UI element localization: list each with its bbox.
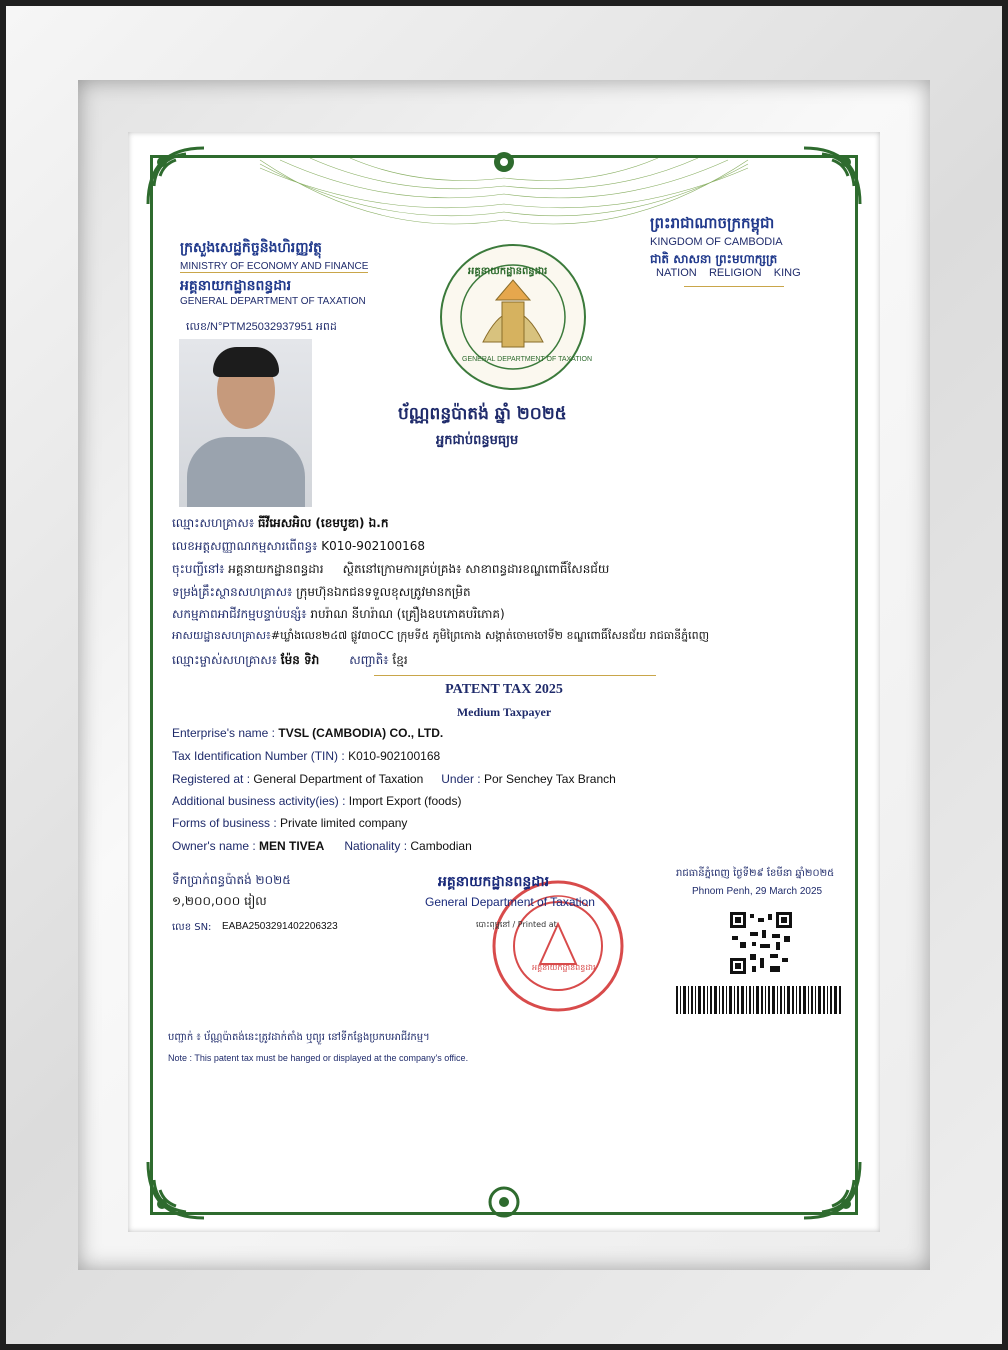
en-owner-name: Owner's name : MEN TIVEA Nationality : Cambodian [172, 839, 472, 853]
seal-text-en: GENERAL DEPARTMENT OF TAXATION [462, 356, 593, 363]
kh-tin: លេខអត្តសញ្ញាណកម្មសារពើពន្ធ៖ K010-902100168 [172, 539, 426, 553]
en-form-of-business: Forms of business : Private limited company [172, 816, 408, 830]
seal-text-kh: អគ្គនាយកដ្ឋានពន្ធដារ [468, 266, 548, 277]
note-en: Note : This patent tax must be hanged or displayed at the company's office. [168, 1053, 469, 1063]
amount-label: ទឹកប្រាក់ពន្ធប៉ាតង់ ២០២៥ [172, 873, 291, 887]
kh-address: អាសយដ្ឋានសហគ្រាស៖#ឃ្លាំងលេខ២៤៧ ផ្លូវ៣០CC ក្រុមទី៥ ភូមិព្រៃកោង សង្កាត់ចោមចៅទី២ ខណ្ឌពោធិ៍សែនជ័យ រាជធានីភ្នំពេញ [172, 629, 710, 642]
ministry-en: MINISTRY OF ECONOMY AND FINANCE [180, 261, 369, 272]
en-additional-activity: Additional business activity(ies) : Import Export (foods) [172, 794, 462, 808]
gdt-kh: អគ្គនាយកដ្ឋានពន្ធដារ [180, 278, 292, 294]
en-tin: Tax Identification Number (TIN) : K010-902100168 [172, 749, 441, 763]
subtitle-en: Medium Taxpayer [456, 705, 552, 719]
bottom-center-ornament [482, 1180, 526, 1224]
serial-label: លេខ SN: [172, 922, 212, 933]
section-divider [374, 675, 656, 676]
subtitle-kh: អ្នកជាប់ពន្ធមធ្យម [436, 433, 519, 448]
kh-form-of-business: ទម្រង់គ្រឹះស្ថានសហគ្រាស៖ ក្រុមហ៊ុនឯកជនទទួលខុសត្រូវមានកម្រិត [172, 585, 471, 599]
title-kh: ប័ណ្ណពន្ធប៉ាតង់ ឆ្នាំ ២០២៥ [398, 404, 567, 424]
document-number: លេខ/N°PTM25032937951 អពដ [186, 321, 337, 333]
kingdom-en: KINGDOM OF CAMBODIA [650, 236, 783, 248]
ministry-kh: ក្រសួងសេដ្ឋកិច្ចនិងហិរញ្ញវត្ថុ [180, 240, 322, 256]
printed-at: បោះពុម្ពនៅ / Printed at [476, 920, 557, 929]
owner-photo [179, 339, 312, 507]
motto-underline [684, 286, 784, 287]
kh-owner-name: ឈ្មោះម្ចាស់សហគ្រាស៖ ម៉ែន ទិវា សញ្ជាតិ៖ ខ្មែរ [172, 653, 408, 667]
corner-ornament-top-right [802, 146, 862, 206]
qr-code [730, 912, 792, 974]
issuer-kh: អគ្គនាយកដ្ឋានពន្ធដារ [438, 874, 550, 890]
note-kh: បញ្ជាក់ ៖ ប័ណ្ណប៉ាតង់នេះត្រូវដាក់តាំង ឬព្យួរ នៅទីកន្លែងប្រកបអាជីវកម្ម។ [168, 1032, 430, 1043]
en-enterprise-name: Enterprise's name : TVSL (CAMBODIA) CO., LTD. [172, 726, 444, 740]
serial-number: EABA2503291402206323 [222, 921, 338, 932]
kingdom-kh: ព្រះរាជាណាចក្រកម្ពុជា [650, 214, 775, 232]
stamp-text: អគ្គនាយកដ្ឋានពន្ធដារ [532, 963, 596, 972]
amount-value: ១,២០០,០០០ រៀល [172, 894, 267, 908]
gdt-en: GENERAL DEPARTMENT OF TAXATION [180, 296, 366, 307]
corner-ornament-top-left [146, 146, 206, 206]
corner-ornament-bottom-right [802, 1160, 862, 1220]
corner-ornament-bottom-left [146, 1160, 206, 1220]
kh-registered-at: ចុះបញ្ជីនៅ៖ អគ្គនាយកដ្ឋានពន្ធដារ ស្ថិតនៅក្រោមការគ្រប់គ្រង៖ សាខាពន្ធដារខណ្ឌពោធិ៍សែនជ័យ [172, 562, 610, 576]
date-en: Phnom Penh, 29 March 2025 [692, 886, 823, 897]
motto-en: NATION RELIGION KING [656, 267, 801, 279]
kh-enterprise-name: ឈ្មោះសហគ្រាស៖ ធីវីអេសអិល (ខេមបូឌា) ឯ.ក [172, 516, 389, 530]
kh-additional-activity: សកម្មភាពអាជីវកម្មបន្ទាប់បន្សំ៖ រាបរ៉ាណ នីហរ៉ាណ (គ្រឿងឧបភោគបរិភោគ) [172, 607, 505, 621]
en-registered-at: Registered at : General Department of Taxation Under : Por Senchey Tax Branch [172, 772, 616, 786]
title-en: PATENT TAX 2025 [445, 682, 563, 697]
motto-kh: ជាតិ សាសនា ព្រះមហាក្សត្រ [650, 252, 778, 266]
barcode [676, 986, 842, 1014]
date-kh: រាជធានីភ្នំពេញ ថ្ងៃទី២៩ ខែមីនា ឆ្នាំ២០២៥ [676, 868, 835, 879]
issuer-en: General Department of Taxation [425, 895, 595, 909]
